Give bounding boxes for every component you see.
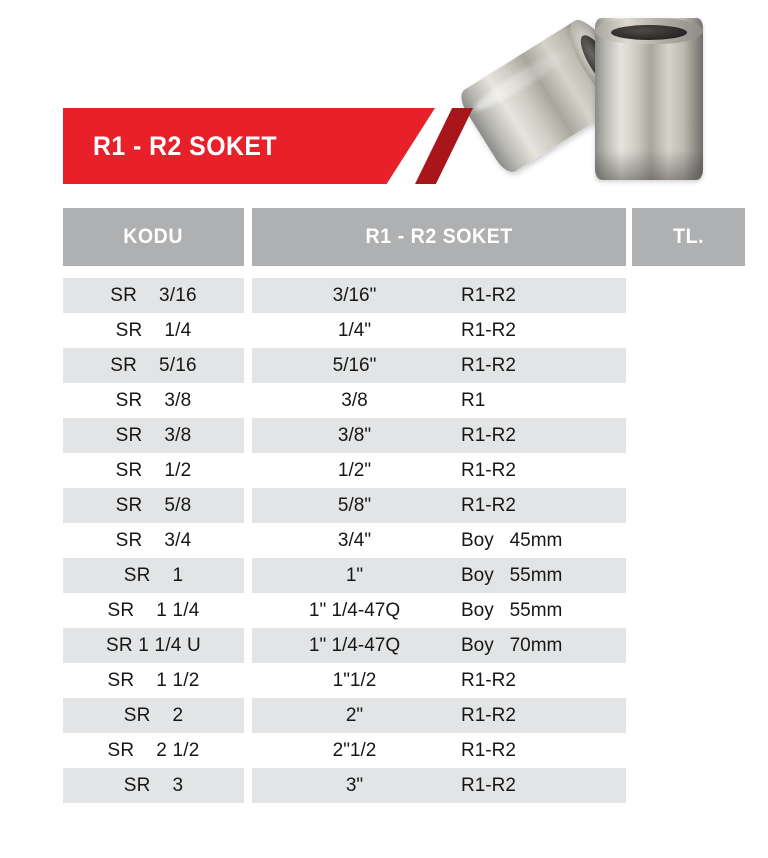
column-header-code-label: KODU [123,225,184,248]
table-row[interactable] [63,313,745,348]
cell-gap [244,733,252,768]
cell-code: SR 3 [63,768,244,803]
table-row[interactable] [63,383,745,418]
table-row[interactable] [63,488,745,523]
cell-size: 3/4" [337,529,372,551]
cell-description [252,593,626,628]
cell-size: 2"1/2 [332,739,377,761]
cell-price[interactable] [632,733,745,768]
cell-price[interactable] [632,593,745,628]
cell-description [252,523,626,558]
cell-type: R1-R2 [461,494,516,516]
cell-description [252,733,626,768]
cell-code: SR 1 1/4 [107,599,200,621]
cell-description [252,418,626,453]
table-row[interactable] [63,558,745,593]
cell-size: 2" [345,704,364,726]
cell-price[interactable] [632,698,745,733]
cell-gap [244,453,252,488]
column-header-description [252,208,626,266]
cell-price[interactable] [632,663,745,698]
cell-gap [244,768,252,803]
cell-type: Boy 70mm [461,634,563,656]
cell-price[interactable] [632,628,745,663]
cell-gap [244,558,252,593]
column-header-price-label: TL. [673,225,704,248]
cell-size: 5/16" [332,354,377,376]
cell-description [252,278,626,313]
cell-price[interactable] [632,313,745,348]
cell-type: R1-R2 [461,669,516,691]
cell-gap [244,593,252,628]
cell-size: 3/16" [332,284,377,306]
table-row[interactable] [63,278,745,313]
table-row[interactable] [63,733,745,768]
cell-type: R1-R2 [461,739,516,761]
cell-description [252,663,626,698]
table-row[interactable] [63,593,745,628]
cell-price[interactable] [632,348,745,383]
cell-code: SR 5/8 [63,488,244,523]
socket-bore [611,25,687,40]
cell-price[interactable] [632,523,745,558]
cell-price[interactable] [632,768,745,803]
cell-description [252,313,626,348]
table-row[interactable] [63,523,745,558]
cell-code: SR 3/4 [115,529,192,551]
cell-price[interactable] [632,558,745,593]
table-row[interactable] [63,348,745,383]
table-row[interactable] [63,418,745,453]
cell-code: SR 2 1/2 [107,739,200,761]
cell-type: Boy 55mm [461,564,563,586]
cell-price[interactable] [632,418,745,453]
cell-description [252,383,626,418]
cell-code: SR 1/4 [115,319,192,341]
table-row[interactable] [63,453,745,488]
cell-type: R1-R2 [461,424,516,446]
cell-size: 1"1/2 [332,669,377,691]
cell-size: 1" 1/4-47Q [308,599,401,621]
cell-code: SR 5/16 [63,348,244,383]
cell-code: SR 1 1/2 [107,669,200,691]
cell-price[interactable] [632,453,745,488]
cell-gap [244,698,252,733]
cell-gap [244,313,252,348]
cell-type: R1-R2 [461,284,516,306]
cell-size: 3" [345,774,364,796]
cell-size: 5/8" [337,494,372,516]
cell-size: 1" 1/4-47Q [308,634,401,656]
cell-gap [244,348,252,383]
page-title: R1 - R2 SOKET [93,131,278,161]
socket-highlight [470,43,573,116]
cell-description [252,453,626,488]
cell-type: R1-R2 [461,459,516,481]
header-spacer [244,208,252,266]
cell-code: SR 1 1/4 U [63,628,244,663]
cell-description [252,348,626,383]
table-header-row [63,208,745,266]
table-row[interactable] [63,663,745,698]
cell-size: 1" [345,564,364,586]
cell-gap [244,663,252,698]
cell-code: SR 3/16 [63,278,244,313]
cell-price[interactable] [632,278,745,313]
column-header-code [63,208,244,266]
cell-description [252,768,626,803]
cell-code: SR 3/8 [63,418,244,453]
cell-type: Boy 45mm [461,529,563,551]
cell-gap [244,628,252,663]
cell-gap [244,523,252,558]
cell-size: 1/4" [337,319,372,341]
table-row[interactable] [63,698,745,733]
cell-type: Boy 55mm [461,599,563,621]
cell-gap [244,488,252,523]
cell-gap [244,418,252,453]
table-row[interactable] [63,768,745,803]
cell-description [252,698,626,733]
table-body [63,278,745,803]
cell-code: SR 2 [63,698,244,733]
section-banner [63,108,483,184]
socket-shadow [595,150,703,180]
cell-type: R1-R2 [461,319,516,341]
cell-type: R1-R2 [461,704,516,726]
cell-size: 1/2" [337,459,372,481]
cell-type: R1-R2 [461,774,516,796]
product-photo [470,0,768,200]
products-table [63,208,745,803]
cell-code: SR 1/2 [115,459,192,481]
cell-size: 3/8" [337,424,372,446]
cell-code: SR 1 [63,558,244,593]
table-row[interactable] [63,628,745,663]
cell-code: SR 3/8 [115,389,192,411]
cell-description [252,628,626,663]
cell-price[interactable] [632,488,745,523]
cell-description [252,488,626,523]
cell-gap [244,278,252,313]
column-header-description-label: R1 - R2 SOKET [365,225,513,248]
cell-type: R1-R2 [461,354,516,376]
cell-size: 3/8 [341,389,368,411]
cell-description [252,558,626,593]
socket-ferrule-upright-icon [595,18,703,180]
column-header-price [632,208,745,266]
cell-price[interactable] [632,383,745,418]
cell-gap [244,383,252,418]
cell-type: R1 [461,389,486,411]
